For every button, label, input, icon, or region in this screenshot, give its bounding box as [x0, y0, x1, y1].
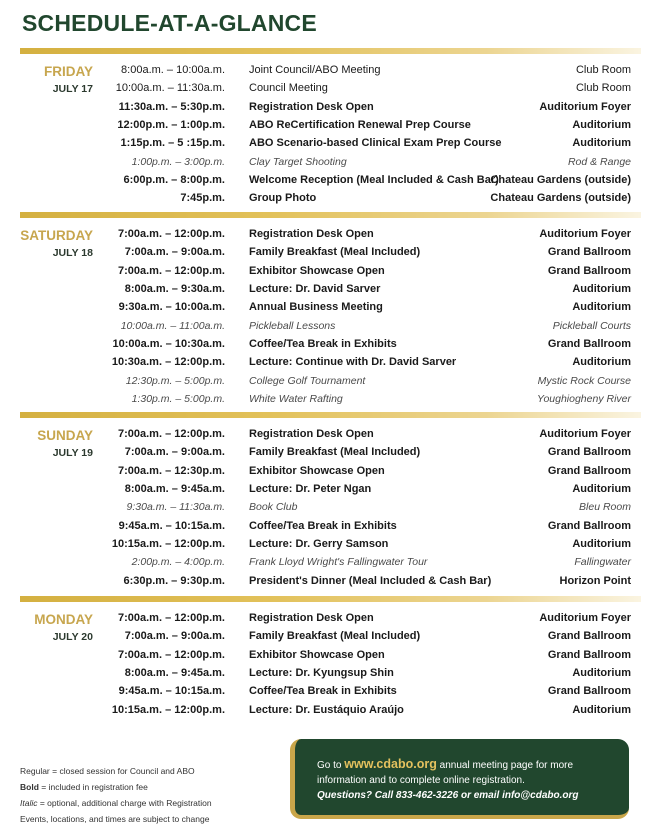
- schedule-row: [20, 646, 631, 664]
- event-time: 10:00a.m. – 11:30a.m.: [115, 82, 225, 95]
- legend-bold: [20, 779, 280, 795]
- event-location: Auditorium: [572, 703, 631, 716]
- event-location: Grand Ballroom: [547, 464, 631, 477]
- event-time: 12:30p.m. – 5:00p.m.: [125, 374, 225, 387]
- legend-italic-text: = optional, additional charge with Registration: [37, 798, 212, 808]
- schedule-row: [20, 372, 631, 390]
- schedule-row: [20, 682, 631, 700]
- schedule-row: [20, 298, 631, 316]
- schedule-row: [20, 553, 631, 571]
- event-name: Exhibitor Showcase Open: [249, 264, 385, 277]
- event-location: Grand Ballroom: [547, 338, 631, 351]
- day-name: FRIDAY: [43, 64, 93, 79]
- legend-regular-text: = closed session for Council and ABO: [49, 766, 195, 776]
- event-time: 11:30a.m. – 5:30p.m.: [118, 100, 225, 113]
- event-time: 10:15a.m. – 12:00p.m.: [111, 703, 225, 716]
- schedule-row: [20, 701, 631, 719]
- event-time: 10:00a.m. – 11:00a.m.: [120, 319, 225, 332]
- event-location: Grand Ballroom: [547, 264, 631, 277]
- event-time: 9:45a.m. – 10:15a.m.: [118, 519, 225, 532]
- event-time: 7:00a.m. – 12:00p.m.: [117, 428, 225, 440]
- event-name: Registration Desk Open: [249, 612, 374, 624]
- schedule-row: [20, 153, 631, 171]
- event-location: Auditorium Foyer: [539, 228, 631, 240]
- schedule-row: [20, 535, 631, 553]
- schedule-row: [20, 335, 631, 353]
- schedule-row: [20, 498, 631, 516]
- event-location: Club Room: [575, 82, 631, 95]
- event-time: 9:30a.m. – 11:30a.m.: [126, 501, 225, 514]
- schedule-row: [20, 353, 631, 371]
- day-date: JULY 20: [52, 631, 93, 643]
- schedule-row: [20, 609, 631, 627]
- event-name: Lecture: Continue with Dr. David Sarver: [249, 356, 457, 369]
- legend-italic: [20, 795, 280, 811]
- event-time: 7:00a.m. – 12:30p.m.: [117, 464, 225, 477]
- event-location: Auditorium: [572, 483, 631, 496]
- schedule-row: [20, 262, 631, 280]
- event-name: Coffee/Tea Break in Exhibits: [249, 685, 397, 698]
- cta-text: annual meeting page for more information and to complete online registration.: [317, 760, 574, 786]
- event-location: Mystic Rock Course: [537, 374, 631, 387]
- day-date: JULY 17: [52, 83, 93, 95]
- event-name: College Golf Tournament: [249, 374, 366, 387]
- schedule-row: [20, 462, 631, 480]
- event-name: ABO Scenario-based Clinical Exam Prep Course: [249, 137, 502, 150]
- event-location: Auditorium: [572, 538, 631, 551]
- event-name: Group Photo: [249, 192, 317, 205]
- registration-callout: [290, 739, 629, 819]
- cta-prefix: Go to: [317, 760, 345, 771]
- event-location: Chateau Gardens (outside): [490, 192, 631, 205]
- day-section-friday: [20, 48, 641, 217]
- event-location: Grand Ballroom: [547, 648, 631, 661]
- event-name: Family Breakfast (Meal Included): [249, 446, 421, 459]
- event-name: President's Dinner (Meal Included & Cash Bar): [249, 574, 492, 587]
- event-time: 2:00p.m. – 4:00p.m.: [131, 556, 225, 569]
- event-name: Pickleball Lessons: [249, 319, 336, 332]
- event-time: 1:15p.m. – 5 :15p.m.: [120, 137, 225, 150]
- schedule-row: [20, 189, 631, 207]
- schedule-row: [20, 425, 631, 443]
- event-name: Clay Target Shooting: [249, 155, 347, 168]
- event-location: Auditorium: [572, 356, 631, 369]
- schedule-row: [20, 317, 631, 335]
- schedule-row: [20, 243, 631, 261]
- schedule-row: [20, 572, 631, 590]
- event-location: Auditorium Foyer: [539, 100, 631, 113]
- event-location: Auditorium Foyer: [539, 612, 631, 624]
- event-time: 8:00a.m. – 9:45a.m.: [124, 667, 225, 680]
- schedule-row: [20, 171, 631, 189]
- event-name: ABO ReCertification Renewal Prep Course: [249, 119, 471, 132]
- event-name: Registration Desk Open: [249, 428, 374, 440]
- event-time: 1:30p.m. – 5:00p.m.: [131, 393, 225, 406]
- event-location: Auditorium Foyer: [539, 428, 631, 440]
- event-time: 1:00p.m. – 3:00p.m.: [131, 155, 225, 168]
- website-link[interactable]: www.cdabo.org: [344, 757, 437, 771]
- day-date: JULY 19: [52, 447, 93, 459]
- event-time: 10:15a.m. – 12:00p.m.: [111, 538, 225, 551]
- legend-italic-label: Italic: [20, 798, 38, 808]
- schedule-row: [20, 443, 631, 461]
- legend: [20, 763, 280, 827]
- event-location: Auditorium: [572, 301, 631, 314]
- event-name: Book Club: [249, 501, 298, 514]
- event-name: Joint Council/ABO Meeting: [249, 64, 381, 76]
- event-name: Lecture: Dr. Peter Ngan: [249, 483, 372, 496]
- event-time: 7:00a.m. – 12:00p.m.: [117, 612, 225, 624]
- event-time: 12:00p.m. – 1:00p.m.: [117, 119, 225, 132]
- day-date: JULY 18: [52, 247, 93, 259]
- event-name: White Water Rafting: [249, 393, 343, 406]
- schedule-row: [20, 664, 631, 682]
- gold-divider: [20, 596, 641, 602]
- event-time: 8:00a.m. – 9:30a.m.: [124, 283, 225, 296]
- event-location: Grand Ballroom: [547, 685, 631, 698]
- schedule-row: [20, 480, 631, 498]
- event-name: Frank Lloyd Wright's Fallingwater Tour: [249, 556, 428, 569]
- legend-bold-text: = included in registration fee: [38, 782, 148, 792]
- gold-divider: [20, 412, 641, 418]
- event-time: 7:00a.m. – 12:00p.m.: [117, 648, 225, 661]
- schedule-row: [20, 79, 631, 97]
- event-time: 7:00a.m. – 12:00p.m.: [117, 228, 225, 240]
- gold-divider: [20, 212, 641, 218]
- day-section-saturday: [20, 212, 641, 418]
- event-name: Council Meeting: [249, 82, 328, 95]
- schedule-row: [20, 61, 631, 79]
- event-time: 8:00a.m. – 9:45a.m.: [124, 483, 225, 496]
- event-time: 10:00a.m. – 10:30a.m.: [112, 338, 225, 351]
- event-time: 7:45p.m.: [180, 192, 225, 205]
- schedule-row: [20, 98, 631, 116]
- cta-questions: Questions? Call 833-462-3226 or email info@cdabo.org: [317, 790, 579, 801]
- schedule-row: [20, 134, 631, 152]
- event-name: Exhibitor Showcase Open: [249, 648, 385, 661]
- event-name: Annual Business Meeting: [249, 301, 383, 314]
- event-location: Auditorium: [572, 667, 631, 680]
- event-location: Grand Ballroom: [547, 519, 631, 532]
- gold-divider: [20, 48, 641, 54]
- event-time: 7:00a.m. – 9:00a.m.: [124, 246, 225, 259]
- legend-regular: [20, 763, 280, 779]
- event-name: Coffee/Tea Break in Exhibits: [249, 519, 397, 532]
- event-name: Lecture: Dr. Eustáquio Araújo: [249, 703, 404, 716]
- event-location: Grand Ballroom: [547, 630, 631, 643]
- event-location: Grand Ballroom: [547, 246, 631, 259]
- event-location: Auditorium: [572, 283, 631, 296]
- event-location: Youghiogheny River: [537, 393, 631, 406]
- day-name: SUNDAY: [37, 428, 93, 443]
- day-section-monday: [20, 596, 641, 728]
- event-location: Chateau Gardens (outside): [490, 174, 631, 187]
- event-location: Fallingwater: [574, 556, 631, 569]
- event-location: Club Room: [575, 64, 631, 76]
- day-name: MONDAY: [34, 612, 93, 627]
- event-time: 7:00a.m. – 9:00a.m.: [124, 630, 225, 643]
- event-time: 6:00p.m. – 8:00p.m.: [123, 174, 225, 187]
- schedule-row: [20, 225, 631, 243]
- schedule-row: [20, 390, 631, 408]
- legend-regular-label: Regular: [20, 766, 50, 776]
- event-location: Rod & Range: [567, 155, 631, 168]
- event-location: Bleu Room: [579, 501, 631, 514]
- schedule-row: [20, 116, 631, 134]
- event-name: Coffee/Tea Break in Exhibits: [249, 338, 397, 351]
- day-name: SATURDAY: [20, 228, 93, 243]
- event-name: Lecture: Dr. David Sarver: [249, 283, 381, 296]
- event-name: Registration Desk Open: [249, 100, 374, 113]
- event-location: Grand Ballroom: [547, 446, 631, 459]
- event-time: 9:30a.m. – 10:00a.m.: [118, 301, 225, 314]
- event-location: Horizon Point: [559, 574, 631, 587]
- event-time: 8:00a.m. – 10:00a.m.: [121, 64, 225, 76]
- event-time: 10:30a.m. – 12:00p.m.: [111, 356, 225, 369]
- event-time: 6:30p.m. – 9:30p.m.: [123, 574, 225, 587]
- event-time: 9:45a.m. – 10:15a.m.: [118, 685, 225, 698]
- event-name: Registration Desk Open: [249, 228, 374, 240]
- schedule-row: [20, 280, 631, 298]
- event-location: Auditorium: [572, 137, 631, 150]
- schedule-row: [20, 627, 631, 645]
- event-time: 7:00a.m. – 12:00p.m.: [117, 264, 225, 277]
- event-name: Exhibitor Showcase Open: [249, 464, 385, 477]
- page-title: SCHEDULE-AT-A-GLANCE: [22, 10, 317, 36]
- day-section-sunday: [20, 412, 641, 599]
- event-name: Welcome Reception (Meal Included & Cash Bar): [249, 174, 499, 187]
- event-time: 7:00a.m. – 9:00a.m.: [124, 446, 225, 459]
- event-name: Lecture: Dr. Kyungsup Shin: [249, 667, 394, 680]
- schedule-row: [20, 517, 631, 535]
- event-name: Lecture: Dr. Gerry Samson: [249, 538, 389, 551]
- event-location: Auditorium: [572, 119, 631, 132]
- event-name: Family Breakfast (Meal Included): [249, 246, 421, 259]
- event-name: Family Breakfast (Meal Included): [249, 630, 421, 643]
- event-location: Pickleball Courts: [552, 319, 631, 332]
- legend-note: Events, locations, and times are subject to change: [20, 814, 210, 824]
- legend-bold-label: Bold: [20, 782, 39, 792]
